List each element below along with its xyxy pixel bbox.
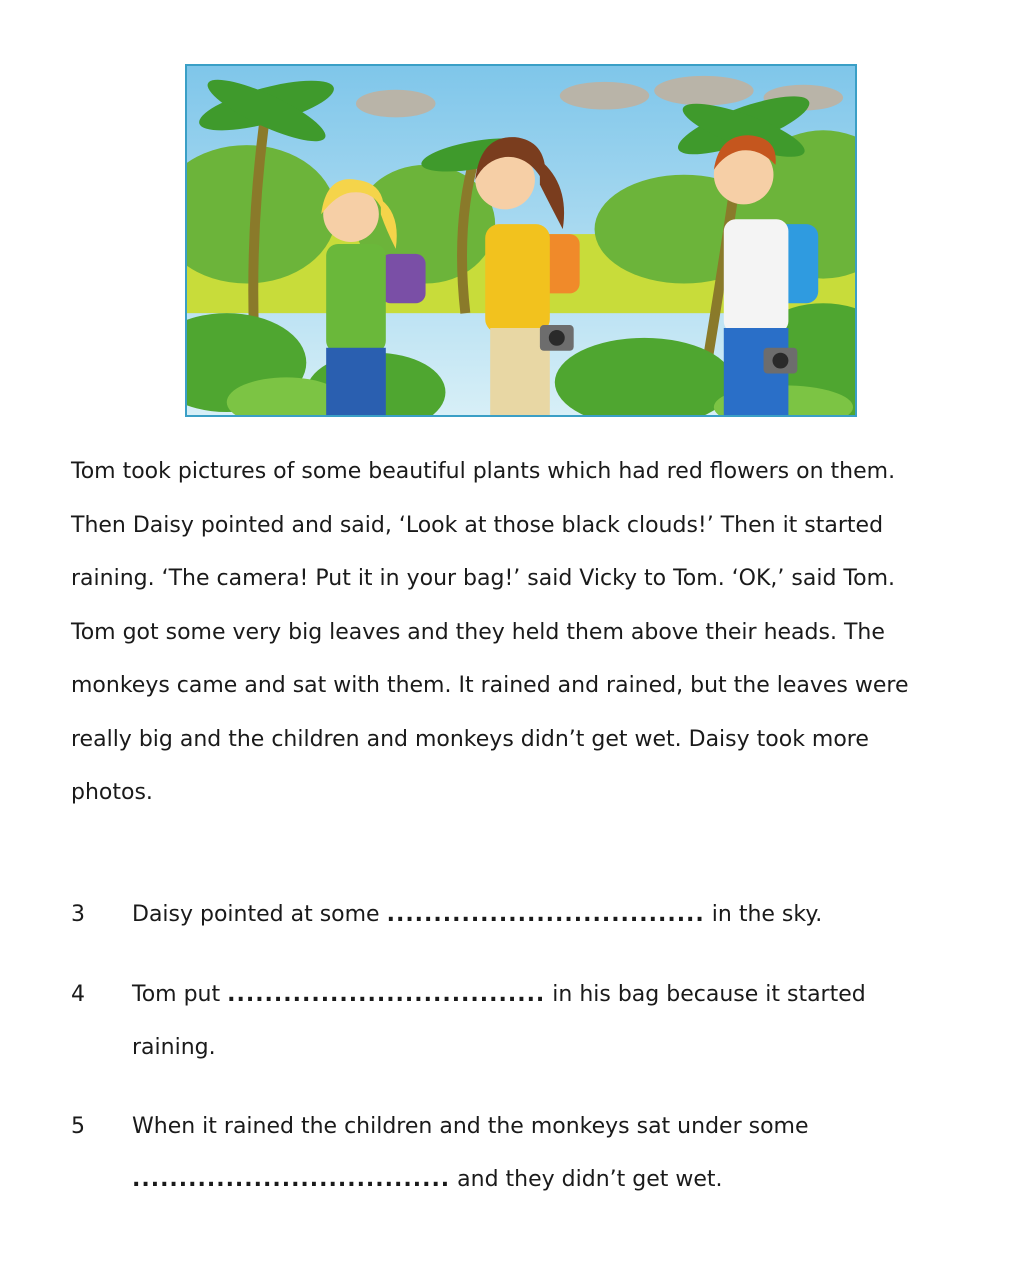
question-number: 3 (71, 902, 85, 927)
question-line (132, 968, 971, 1021)
question-text: When it rained the children and the monkeys sat under some (132, 1114, 809, 1139)
story-line: really big and the children and monkeys didn’t get wet. Daisy took more (71, 726, 869, 752)
question-text: in his bag because it started (552, 982, 866, 1007)
question-text: and they didn’t get wet. (457, 1167, 723, 1192)
question-5 (71, 1100, 971, 1206)
story-line: raining. ‘The camera! Put it in your bag!’ said Vicky to Tom. ‘OK,’ said Tom. (71, 566, 896, 591)
children-jungle-illustration (187, 66, 855, 415)
answer-blank[interactable]: .................................. (386, 902, 705, 927)
story-text (71, 445, 971, 820)
question-text: in the sky. (711, 902, 823, 927)
question-line (132, 888, 971, 941)
question-text: raining. (132, 1035, 216, 1060)
question-number: 5 (71, 1114, 85, 1139)
question-number: 4 (71, 982, 85, 1007)
question-text: Tom put (132, 982, 221, 1007)
story-line: Then Daisy pointed and said, ‘Look at those black clouds!’ Then it started (71, 512, 884, 538)
answer-blank[interactable]: .................................. (132, 1167, 451, 1192)
story-line: Tom got some very big leaves and they held them above their heads. The (71, 619, 885, 645)
question-3 (71, 888, 971, 941)
story-line: monkeys came and sat with them. It rained and rained, but the leaves were (71, 673, 909, 698)
story-line: photos. (71, 780, 153, 805)
story-line: Tom took pictures of some beautiful plants which had red flowers on them. (71, 459, 896, 484)
question-4 (71, 968, 971, 1074)
question-line (132, 1153, 971, 1206)
question-text: Daisy pointed at some (132, 902, 380, 927)
story-illustration (185, 64, 857, 417)
answer-blank[interactable]: .................................. (227, 982, 546, 1007)
